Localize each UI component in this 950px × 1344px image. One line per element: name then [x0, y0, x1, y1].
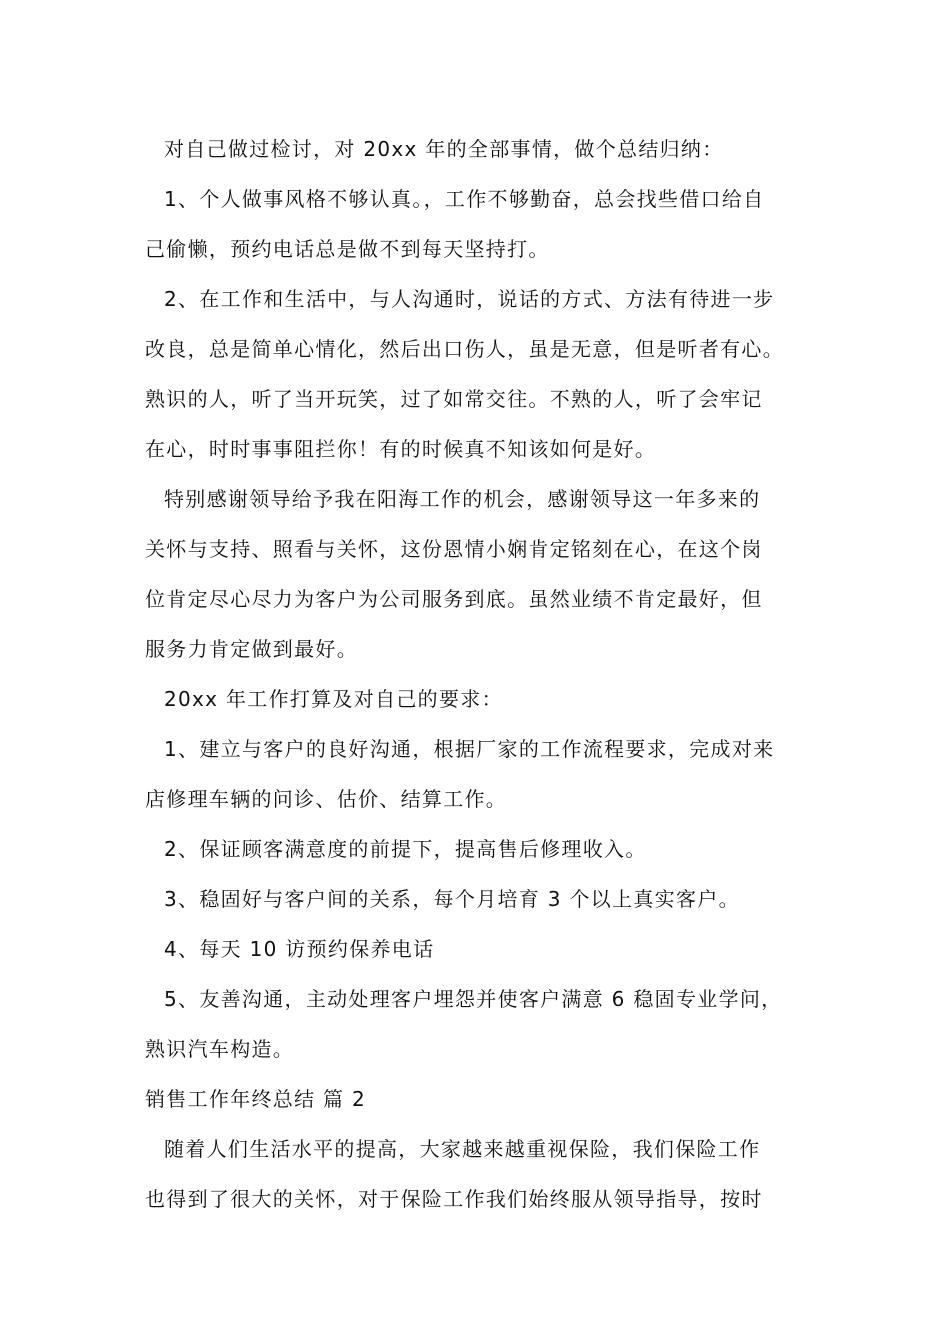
paragraph-intro-line: 对自己做过检讨，对 20xx 年的全部事情，做个总结归纳： [164, 137, 724, 161]
plan-item-5-line-1: 5、友善沟通，主动处理客户埋怨并使客户满意 6 稳固专业学问， [164, 987, 783, 1011]
section-2-line-2: 也得到了很大的关怀，对于保险工作我们始终服从领导指导，按时 [145, 1187, 763, 1211]
plan-item-1-line-1: 1、建立与客户的良好沟通，根据厂家的工作流程要求，完成对来 [164, 737, 775, 761]
plan-heading: 20xx 年工作打算及对自己的要求： [164, 687, 503, 711]
plan-item-1-line-2: 店修理车辆的问诊、估价、结算工作。 [145, 787, 508, 811]
thanks-line-1: 特别感谢领导给予我在阳海工作的机会，感谢领导这一年多来的 [164, 487, 761, 511]
thanks-line-3: 位肯定尽心尽力为客户为公司服务到底。虽然业绩不肯定最好，但 [145, 587, 763, 611]
item-1-line-2: 己偷懒，预约电话总是做不到每天坚持打。 [145, 237, 550, 261]
plan-item-3: 3、稳固好与客户间的关系，每个月培育 3 个以上真实客户。 [164, 887, 740, 911]
thanks-line-4: 服务力肯定做到最好。 [145, 637, 358, 661]
item-2-line-1: 2、在工作和生活中，与人沟通时，说话的方式、方法有待进一步 [164, 287, 775, 311]
plan-item-4: 4、每天 10 访预约保养电话 [164, 937, 435, 961]
item-2-line-4: 在心，时时事事阻拦你！有的时候真不知该如何是好。 [145, 437, 657, 461]
plan-item-5-line-2: 熟识汽车构造。 [145, 1037, 295, 1061]
item-2-line-2: 改良，总是简单心情化，然后出口伤人，虽是无意，但是听者有心。 [145, 337, 784, 361]
document-body [145, 124, 820, 1224]
plan-item-2: 2、保证顾客满意度的前提下，提高售后修理收入。 [164, 837, 647, 861]
item-2-line-3: 熟识的人，听了当开玩笑，过了如常交往。不熟的人，听了会牢记 [145, 387, 763, 411]
thanks-line-2: 关怀与支持、照看与关怀，这份恩情小娴肯定铭刻在心，在这个岗 [145, 537, 763, 561]
section-heading: 销售工作年终总结 篇 2 [145, 1087, 367, 1111]
section-2-line-1: 随着人们生活水平的提高，大家越来越重视保险，我们保险工作 [164, 1137, 761, 1161]
item-1-line-1: 1、个人做事风格不够认真。，工作不够勤奋，总会找些借口给自 [164, 187, 765, 211]
